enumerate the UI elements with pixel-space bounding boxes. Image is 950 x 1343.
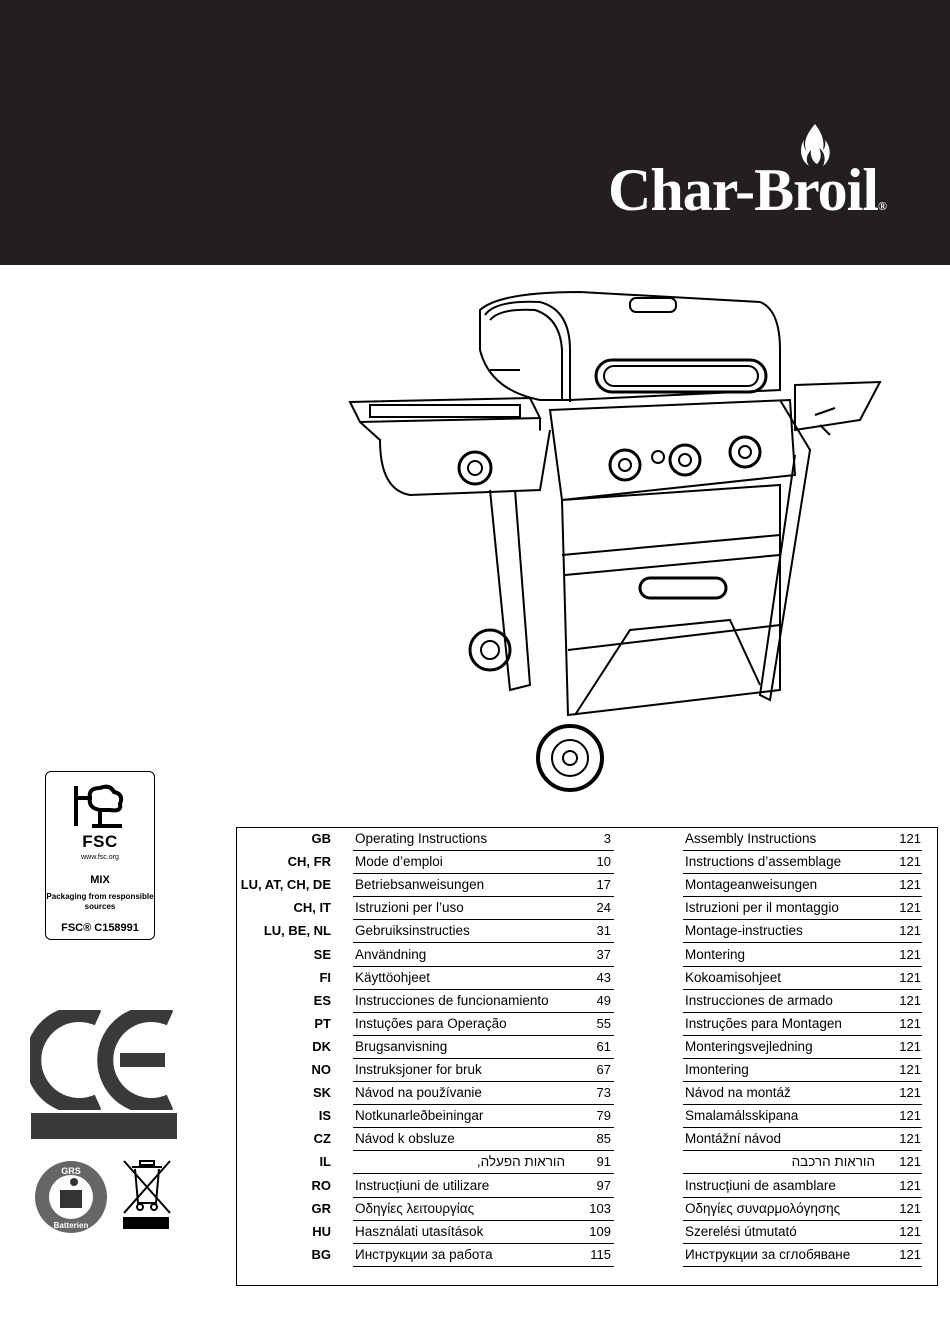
toc-country-code: PT [314,1015,331,1031]
toc-operating-title: Návod k obsluze [355,1131,455,1147]
toc-country-code: BG [311,1246,331,1262]
toc-operating-title: Gebruiksinstructies [355,923,470,939]
toc-operating-title: Instuções para Operação [355,1015,507,1031]
toc-assembly-title: Instrucțiuni de asamblare [685,1177,836,1193]
toc-assembly-page: 121 [899,1200,921,1216]
toc-row [237,1244,937,1267]
bin-bar [123,1217,169,1229]
toc-operating-page: 24 [596,900,611,916]
toc-country-code: CZ [313,1131,331,1147]
ce-mark-icon [30,1010,180,1110]
toc-operating-title: Οδηγίες λειτουργίας [355,1200,475,1216]
toc-operating-title: Návod na používanie [355,1085,482,1101]
fsc-code: FSC® C158991 [61,922,139,934]
toc-assembly-page: 121 [899,900,921,916]
toc-country-code: DK [312,1038,331,1054]
toc-row [237,1151,937,1174]
toc-row [237,1082,937,1105]
toc-assembly-title: Monteringsvejledning [685,1038,813,1054]
toc-assembly-page: 121 [899,1131,921,1147]
toc-operating-title: Инструкции за работа [355,1246,493,1262]
toc-assembly-title: Szerelési útmutató [685,1223,797,1239]
toc-country-code: GB [311,831,331,846]
toc-assembly-title: Инструкции за сглобяване [685,1246,851,1262]
toc-operating-page: 49 [596,992,611,1008]
toc-assembly-title: Montage-instructies [685,923,803,939]
toc-row [237,1128,937,1151]
toc-country-code: NO [311,1062,331,1077]
toc-operating-title: Instruksjoner for bruk [355,1062,482,1077]
fsc-tree-icon [70,780,132,832]
toc-country-code: IL [319,1154,331,1170]
toc-country-code: IS [318,1108,331,1124]
toc-assembly-title: Istruzioni per il montaggio [685,900,839,916]
svg-text:Batterien: Batterien [53,1221,89,1230]
toc-row [237,1059,937,1082]
toc-operating-page: 103 [589,1200,611,1216]
brand-logo [608,157,886,223]
ce-bar [31,1113,177,1139]
toc-operating-page: 97 [596,1177,611,1193]
toc-operating-title: Brugsanvisning [355,1038,448,1054]
toc-operating-title: Notkunarleðbeiningar [355,1108,484,1124]
toc-operating-page: 91 [596,1154,611,1170]
toc-assembly-page: 121 [899,1154,921,1170]
toc-operating-page: 61 [596,1038,611,1054]
crossed-bin-icon [120,1157,174,1217]
toc-assembly-page: 121 [899,877,921,893]
toc-operating-title: Användning [355,946,427,962]
toc-row [237,828,937,851]
brand-logo-text: Char-Broil [608,157,878,223]
toc-assembly-page: 121 [899,1062,921,1077]
toc-operating-title: Betriebsanweisungen [355,877,485,893]
toc-operating-title: Instrucciones de funcionamiento [355,992,549,1008]
grs-batteries-icon [30,1158,112,1236]
toc-row [237,920,937,943]
toc-row [237,967,937,990]
toc-assembly-title: Montering [685,946,746,962]
toc-operating-page: 10 [596,854,611,870]
toc-assembly-title: Návod na montáž [685,1085,791,1101]
toc-row [237,944,937,967]
toc-operating-page: 55 [596,1015,611,1031]
toc-row [237,851,937,874]
grill-illustration [340,290,890,800]
registered-mark: ® [878,199,886,213]
toc-assembly-title: Instructions d’assemblage [685,854,842,870]
toc-operating-page: 79 [596,1108,611,1124]
fsc-mix: MIX [90,874,110,886]
toc-row [237,874,937,897]
toc-assembly-page: 121 [899,1108,921,1124]
toc-operating-title: Mode d’emploi [355,854,443,870]
toc-operating-title: Käyttöohjeet [355,969,431,985]
toc-assembly-page: 121 [899,854,921,870]
toc-assembly-page: 121 [899,1085,921,1101]
toc-assembly-page: 121 [899,946,921,962]
fsc-logo-text: FSC [82,832,118,851]
toc-assembly-page: 121 [899,831,921,846]
toc-operating-page: 85 [596,1131,611,1147]
toc-operating-page: 3 [603,831,611,846]
toc-operating-page: 37 [596,946,611,962]
fsc-packaging-text: Packaging from responsible sources [46,892,154,911]
toc-row [237,1198,937,1221]
svg-text:GRS: GRS [61,1166,81,1176]
toc-operating-page: 109 [589,1223,611,1239]
toc-row [237,1036,937,1059]
toc-country-code: LU, BE, NL [263,923,331,939]
toc-operating-page: 73 [596,1085,611,1101]
toc-assembly-title: Οδηγίες συναρμολόγησης [685,1200,841,1216]
toc-assembly-title: Kokoamisohjeet [685,969,782,985]
toc-assembly-title: Instrucciones de armado [685,992,833,1008]
toc-assembly-title: Imontering [685,1062,749,1077]
toc-operating-title: הוראות הפעלה, [476,1154,565,1170]
toc-operating-page: 31 [596,923,611,939]
toc-operating-page: 17 [596,877,611,893]
toc-operating-page: 43 [596,969,611,985]
toc-country-code: RO [311,1177,331,1193]
toc-assembly-title: הוראות הרכבה [791,1154,875,1170]
fsc-url: www.fsc.org [81,854,119,861]
toc-country-code: LU, AT, CH, DE [240,877,331,893]
toc-assembly-page: 121 [899,969,921,985]
toc-row [237,1013,937,1036]
toc-country-code: GR [311,1200,331,1216]
toc-assembly-title: Montageanweisungen [685,877,818,893]
toc-assembly-title: Montážní návod [685,1131,782,1147]
toc-operating-title: Használati utasítások [355,1223,484,1239]
toc-assembly-title: Smalamálsskipana [685,1108,799,1124]
toc-country-code: SK [312,1085,331,1101]
toc-assembly-page: 121 [899,992,921,1008]
toc-country-code: HU [312,1223,331,1239]
toc-assembly-page: 121 [899,1038,921,1054]
toc-row [237,897,937,920]
toc-operating-title: Istruzioni per l’uso [355,900,464,916]
toc-assembly-title: Assembly Instructions [685,831,817,846]
toc-assembly-page: 121 [899,1015,921,1031]
toc-row [237,1175,937,1198]
toc-country-code: ES [313,992,331,1008]
toc-operating-underline [353,1266,614,1267]
toc-country-code: CH, IT [293,900,331,916]
toc-assembly-page: 121 [899,1177,921,1193]
toc-assembly-page: 121 [899,1223,921,1239]
toc-assembly-page: 121 [899,1246,921,1262]
toc-country-code: SE [313,946,331,962]
toc-row [237,1105,937,1128]
toc-country-code: CH, FR [287,854,331,870]
toc-operating-title: Operating Instructions [355,831,488,846]
toc-country-code: FI [319,969,331,985]
toc-row [237,1221,937,1244]
toc-operating-page: 115 [590,1246,611,1262]
toc-row [237,990,937,1013]
fsc-label [45,771,155,940]
toc-operating-page: 67 [596,1062,611,1077]
toc-assembly-page: 121 [899,923,921,939]
toc-operating-title: Instrucțiuni de utilizare [355,1177,490,1193]
toc-assembly-underline [683,1266,922,1267]
contents-table [236,827,938,1286]
header-banner [0,0,950,265]
toc-assembly-title: Instruções para Montagen [685,1015,842,1031]
